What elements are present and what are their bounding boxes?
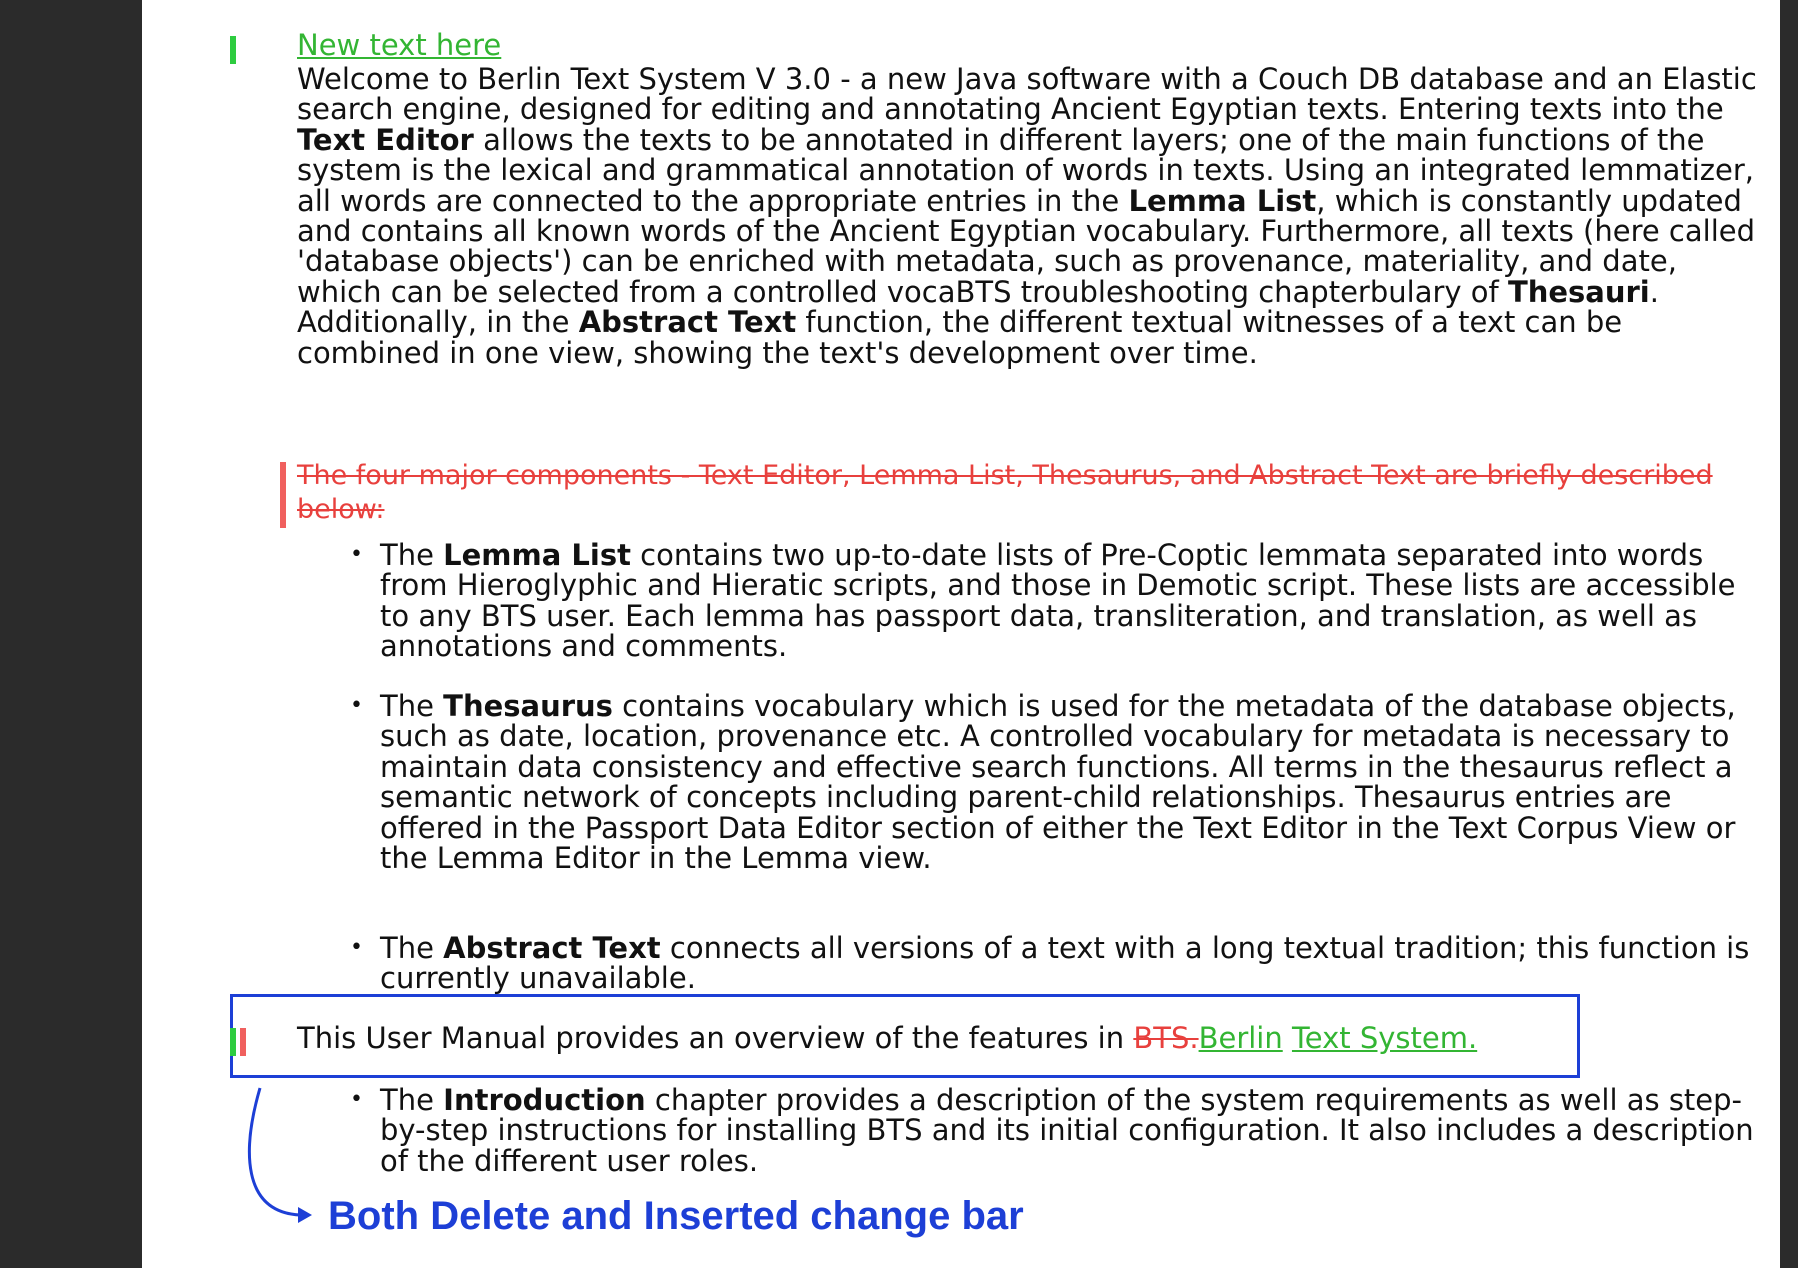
list-item-body: contains two up-to-date lists of Pre-Coptic lemmata separated into words from Hieroglyphic and Hieratic scripts, and those in Demotic script. These lists are accessible to any BTS user. Each lemma has passport data, transliteration, and translation, as well as annotations and comments.	[380, 538, 1736, 664]
list-item-bold: Abstract Text	[443, 931, 661, 965]
user-manual-line-text: This User Manual provides an overview of the features in	[297, 1021, 1134, 1055]
list-item-prefix: The	[380, 1083, 444, 1117]
list-item-prefix: The	[380, 538, 444, 572]
list-item-body: chapter provides a description of the system requirements as well as step-by-step instructions for installing BTS and its initial configuration. It also includes a description of the different user roles.	[380, 1083, 1754, 1178]
right-backdrop	[1780, 0, 1798, 1268]
bullet-dot: •	[350, 542, 363, 567]
intro-text-1: Welcome to Berlin Text System V 3.0 - a new Java software with a Couch DB database and an Elastic search engine, designed for editing and annotating Ancient Egyptian texts. Entering texts into the	[297, 62, 1757, 127]
list-item-bold: Thesaurus	[443, 689, 613, 723]
list-item-bold: Lemma List	[443, 538, 631, 572]
intro-bold-abstract-text: Abstract Text	[578, 305, 797, 340]
list-item-bold: Introduction	[443, 1083, 646, 1117]
intro-bold-lemma-list: Lemma List	[1128, 183, 1317, 218]
list-item-body: contains vocabulary which is used for the metadata of the database objects, such as date, location, provenance etc. A controlled vocabulary for metadata is necessary to maintain data consistency and effective search functions. All terms in the thesaurus reflect a semantic network of concepts including parent-child relationships. Thesaurus entries are offered in the Passport Data Editor section of either the Text Editor in the Text Corpus View or the Lemma Editor in the Lemma view.	[380, 689, 1736, 876]
list-item-prefix: The	[380, 689, 444, 723]
list-item-body: connects all versions of a text with a long textual tradition; this function is currently unavailable.	[380, 931, 1750, 996]
inserted-heading-text: New text here	[297, 28, 502, 62]
document-page	[142, 0, 1780, 1268]
intro-text-2: allows the texts to be annotated in different layers; one of the main functions of the system is the lexical and grammatical annotation of words in texts. Using an integrated lemmatizer, all words are connected to the appropriate entries in the	[297, 122, 1754, 218]
deleted-paragraph-text: The four major components - Text Editor, Lemma List, Thesaurus, and Abstract Text are briefly described below:	[297, 460, 1713, 525]
left-backdrop	[0, 0, 142, 1268]
inserted-berlin-text: Berlin	[1198, 1021, 1283, 1055]
bullet-dot: •	[350, 693, 363, 718]
intro-bold-text-editor: Text Editor	[297, 122, 474, 157]
callout-label: Both Delete and Inserted change bar	[328, 1194, 1024, 1238]
list-item-prefix: The	[380, 931, 444, 965]
intro-bold-thesauri: Thesauri	[1507, 274, 1650, 309]
inserted-text-system-text: Text System.	[1291, 1021, 1478, 1055]
deleted-bts-text: BTS.	[1133, 1021, 1199, 1055]
intro-text-4: . Additionally, in the	[297, 274, 1659, 340]
bullet-dot: •	[350, 935, 363, 960]
callout-arrow-icon	[142, 0, 1780, 1268]
intro-text-5: function, the different textual witnesses of a text can be combined in one view, showing the text's development over time.	[297, 305, 1623, 370]
intro-text-3: , which is constantly updated and contains all known words of the Ancient Egyptian vocabulary. Furthermore, all texts (here called 'database objects') can be enriched with metadata, such as provenance, materiality, and date, which can be selected from a controlled vocaBTS troubleshooting chapterbulary of	[297, 183, 1756, 309]
bullet-dot: •	[350, 1087, 363, 1112]
document-body	[142, 0, 1780, 1268]
